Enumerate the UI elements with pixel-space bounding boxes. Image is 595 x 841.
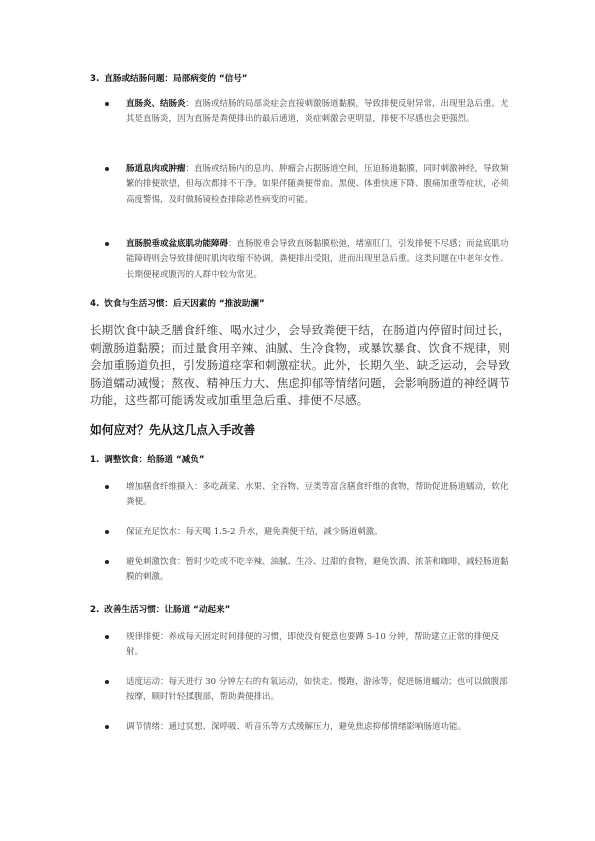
list-item [110, 720, 510, 735]
section-number: 1. [90, 455, 100, 465]
item-text: ：直肠或结肠内的息肉、肿瘤会占据肠道空间，压迫肠道黏膜，同时刺激神经，导致频繁的排便欲望，但每次都排不干净。如果伴随粪便带血、黑便、体重快速下降、腹痛加重等症状，必须高度警惕，及时做肠镜检查排除恶性病变的可能。 [126, 164, 509, 205]
subsection-2-heading [90, 603, 230, 615]
bullet-icon [105, 102, 109, 106]
list-item [110, 555, 510, 586]
section-4-heading [90, 297, 265, 309]
item-text: ：直肠脱垂会导致直肠黏膜松弛，堵塞肛门，引发排便不尽感；而盆底肌功能障碍则会导致排便时肌肉收缩不协调，粪便排出受阻，进而出现里急后重。这类问题在中老年女性、长期便秘或腹泻的人群中较为常见。 [126, 239, 509, 280]
bullet-icon [105, 167, 109, 171]
item-text: 增加膳食纤维摄入：多吃蔬菜、水果、全谷物、豆类等富含膳食纤维的食物，帮助促进肠道蠕动，软化粪便。 [126, 482, 509, 508]
bullet-icon [105, 635, 109, 639]
section-number: 3. [90, 74, 100, 84]
section-3-heading [90, 72, 247, 84]
item-label: 肠道息肉或肿瘤 [126, 164, 186, 174]
body-paragraph: 长期饮食中缺乏膳食纤维、喝水过少，会导致粪便干结，在肠道内停留时间过长，刺激肠道黏膜；而过量食用辛辣、油腻、生冷食物，或暴饮暴食、饮食不规律，则会加重肠道负担，引发肠道痉挛和刺激症状。此外，长期久坐、缺乏运动，会导致肠道蠕动减慢；熬夜、精神压力大、焦虑抑郁等情绪问题，会影响肠道的神经调节功能，这些都可能诱发或加重里急后重、排便不尽感。 [90, 323, 510, 408]
bullet-icon [105, 725, 109, 729]
page-heading: 如何应对？先从这几点入手改善 [90, 423, 256, 437]
item-text: 保证充足饮水：每天喝 1.5-2 升水，避免粪便干结，减少肠道刺激。 [126, 527, 383, 537]
bullet-icon [105, 242, 109, 246]
bullet-icon [105, 530, 109, 534]
item-text: 规律排便：养成每天固定时间排便的习惯，即使没有便意也要蹲 5-10 分钟，帮助建立正常的排便反射。 [126, 632, 500, 658]
bullet-icon [105, 485, 109, 489]
item-text: 避免刺激饮食：暂时少吃或不吃辛辣、油腻、生冷、过甜的食物，避免饮酒、浓茶和咖啡，减轻肠道黏膜的刺激。 [126, 557, 509, 583]
bullet-icon [105, 680, 109, 684]
item-label: 直肠脱垂或盆底肌功能障碍 [126, 239, 229, 249]
section-number: 2. [90, 605, 100, 615]
list-item [110, 162, 510, 208]
item-label: 直肠炎、结肠炎 [126, 99, 186, 109]
list-item [110, 675, 510, 706]
list-item [110, 480, 510, 511]
section-title: 饮食与生活习惯：后天因素的 “推波助澜” [104, 299, 265, 309]
list-item [110, 525, 510, 540]
list-item [110, 237, 510, 283]
section-title: 改善生活习惯：让肠道 “动起来” [104, 605, 231, 615]
section-title: 直肠或结肠问题：局部病变的 “信号” [104, 74, 248, 84]
bullet-icon [105, 560, 109, 564]
subsection-1-heading [90, 453, 204, 465]
item-text: ：直肠或结肠的局部炎症会直接刺激肠道黏膜，导致排便反射异常，出现里急后重。尤其是直肠炎，因为直肠是粪便排出的最后通道，炎症刺激会更明显，排便不尽感也会更强烈。 [126, 99, 509, 125]
list-item [110, 630, 510, 661]
item-text: 适度运动：每天进行 30 分钟左右的有氧运动，如快走、慢跑、游泳等，促进肠道蠕动；也可以做腹部按摩，顺时针轻揉腹部，帮助粪便排出。 [126, 677, 508, 703]
list-item [110, 97, 510, 128]
section-number: 4. [90, 299, 100, 309]
section-title: 调整饮食：给肠道 “减负” [104, 455, 205, 465]
item-text: 调节情绪：通过冥想、深呼吸、听音乐等方式缓解压力，避免焦虑抑郁情绪影响肠道功能。 [126, 722, 467, 732]
